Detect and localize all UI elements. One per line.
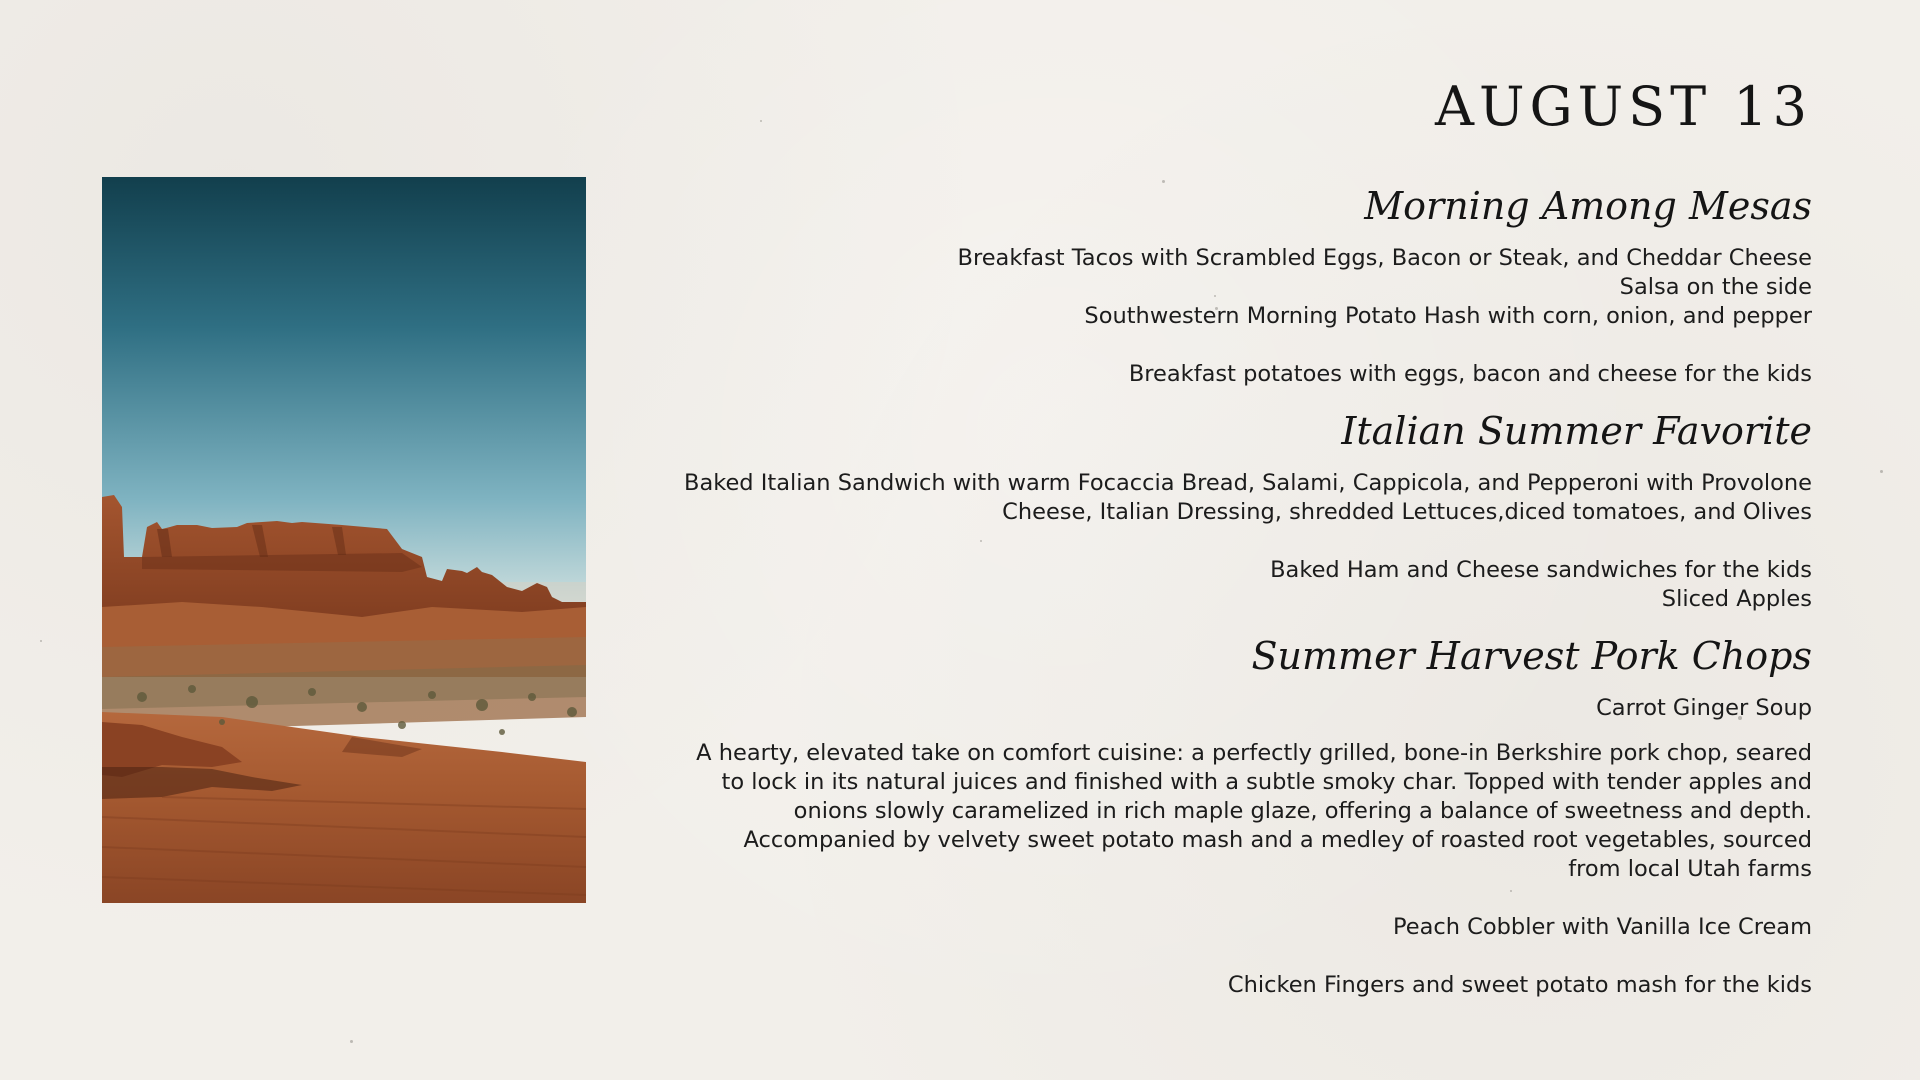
menu-line: Carrot Ginger Soup bbox=[1596, 695, 1812, 721]
desert-mesa-photo bbox=[102, 177, 586, 903]
section-title: Summer Harvest Pork Chops bbox=[1251, 634, 1812, 678]
menu-section-dinner bbox=[662, 634, 1812, 1000]
menu-line: Salsa on the side bbox=[1619, 274, 1812, 300]
menu-line: onions slowly caramelized in rich maple glaze, offering a balance of sweetness and depth. bbox=[793, 798, 1812, 824]
menu-line: from local Utah farms bbox=[1568, 856, 1812, 882]
spacer bbox=[662, 942, 1812, 971]
menu-line: Breakfast potatoes with eggs, bacon and cheese for the kids bbox=[1128, 361, 1812, 387]
date-title: AUGUST 13 bbox=[1434, 75, 1812, 138]
spacer bbox=[662, 527, 1812, 556]
menu-line: Accompanied by velvety sweet potato mash and a medley of roasted root vegetables, sourced bbox=[743, 827, 1812, 853]
section-title: Italian Summer Favorite bbox=[1341, 409, 1812, 453]
menu-line: A hearty, elevated take on comfort cuisine: a perfectly grilled, bone-in Berkshire pork chop, seared bbox=[696, 740, 1812, 766]
menu-line: Chicken Fingers and sweet potato mash for the kids bbox=[1227, 972, 1812, 998]
menu-line: Southwestern Morning Potato Hash with corn, onion, and pepper bbox=[1084, 303, 1812, 329]
menu-line: Breakfast Tacos with Scrambled Eggs, Bacon or Steak, and Cheddar Cheese bbox=[957, 245, 1812, 271]
menu-line: Sliced Apples bbox=[1661, 586, 1812, 612]
menu-line: to lock in its natural juices and finished with a subtle smoky char. Topped with tender apples and bbox=[721, 769, 1812, 795]
menu-line: Baked Ham and Cheese sandwiches for the kids bbox=[1270, 557, 1812, 583]
menu-section-breakfast bbox=[662, 184, 1812, 389]
menu-section-lunch bbox=[662, 409, 1812, 614]
section-title: Morning Among Mesas bbox=[1364, 184, 1812, 228]
spacer bbox=[662, 884, 1812, 913]
spacer bbox=[662, 723, 1812, 739]
menu-line: Baked Italian Sandwich with warm Focaccia Bread, Salami, Cappicola, and Pepperoni with Provolone bbox=[684, 470, 1812, 496]
spacer bbox=[662, 331, 1812, 360]
menu-line: Cheese, Italian Dressing, shredded Lettuces,diced tomatoes, and Olives bbox=[1002, 499, 1812, 525]
menu-line: Peach Cobbler with Vanilla Ice Cream bbox=[1392, 914, 1812, 940]
menu-column bbox=[662, 70, 1812, 1020]
